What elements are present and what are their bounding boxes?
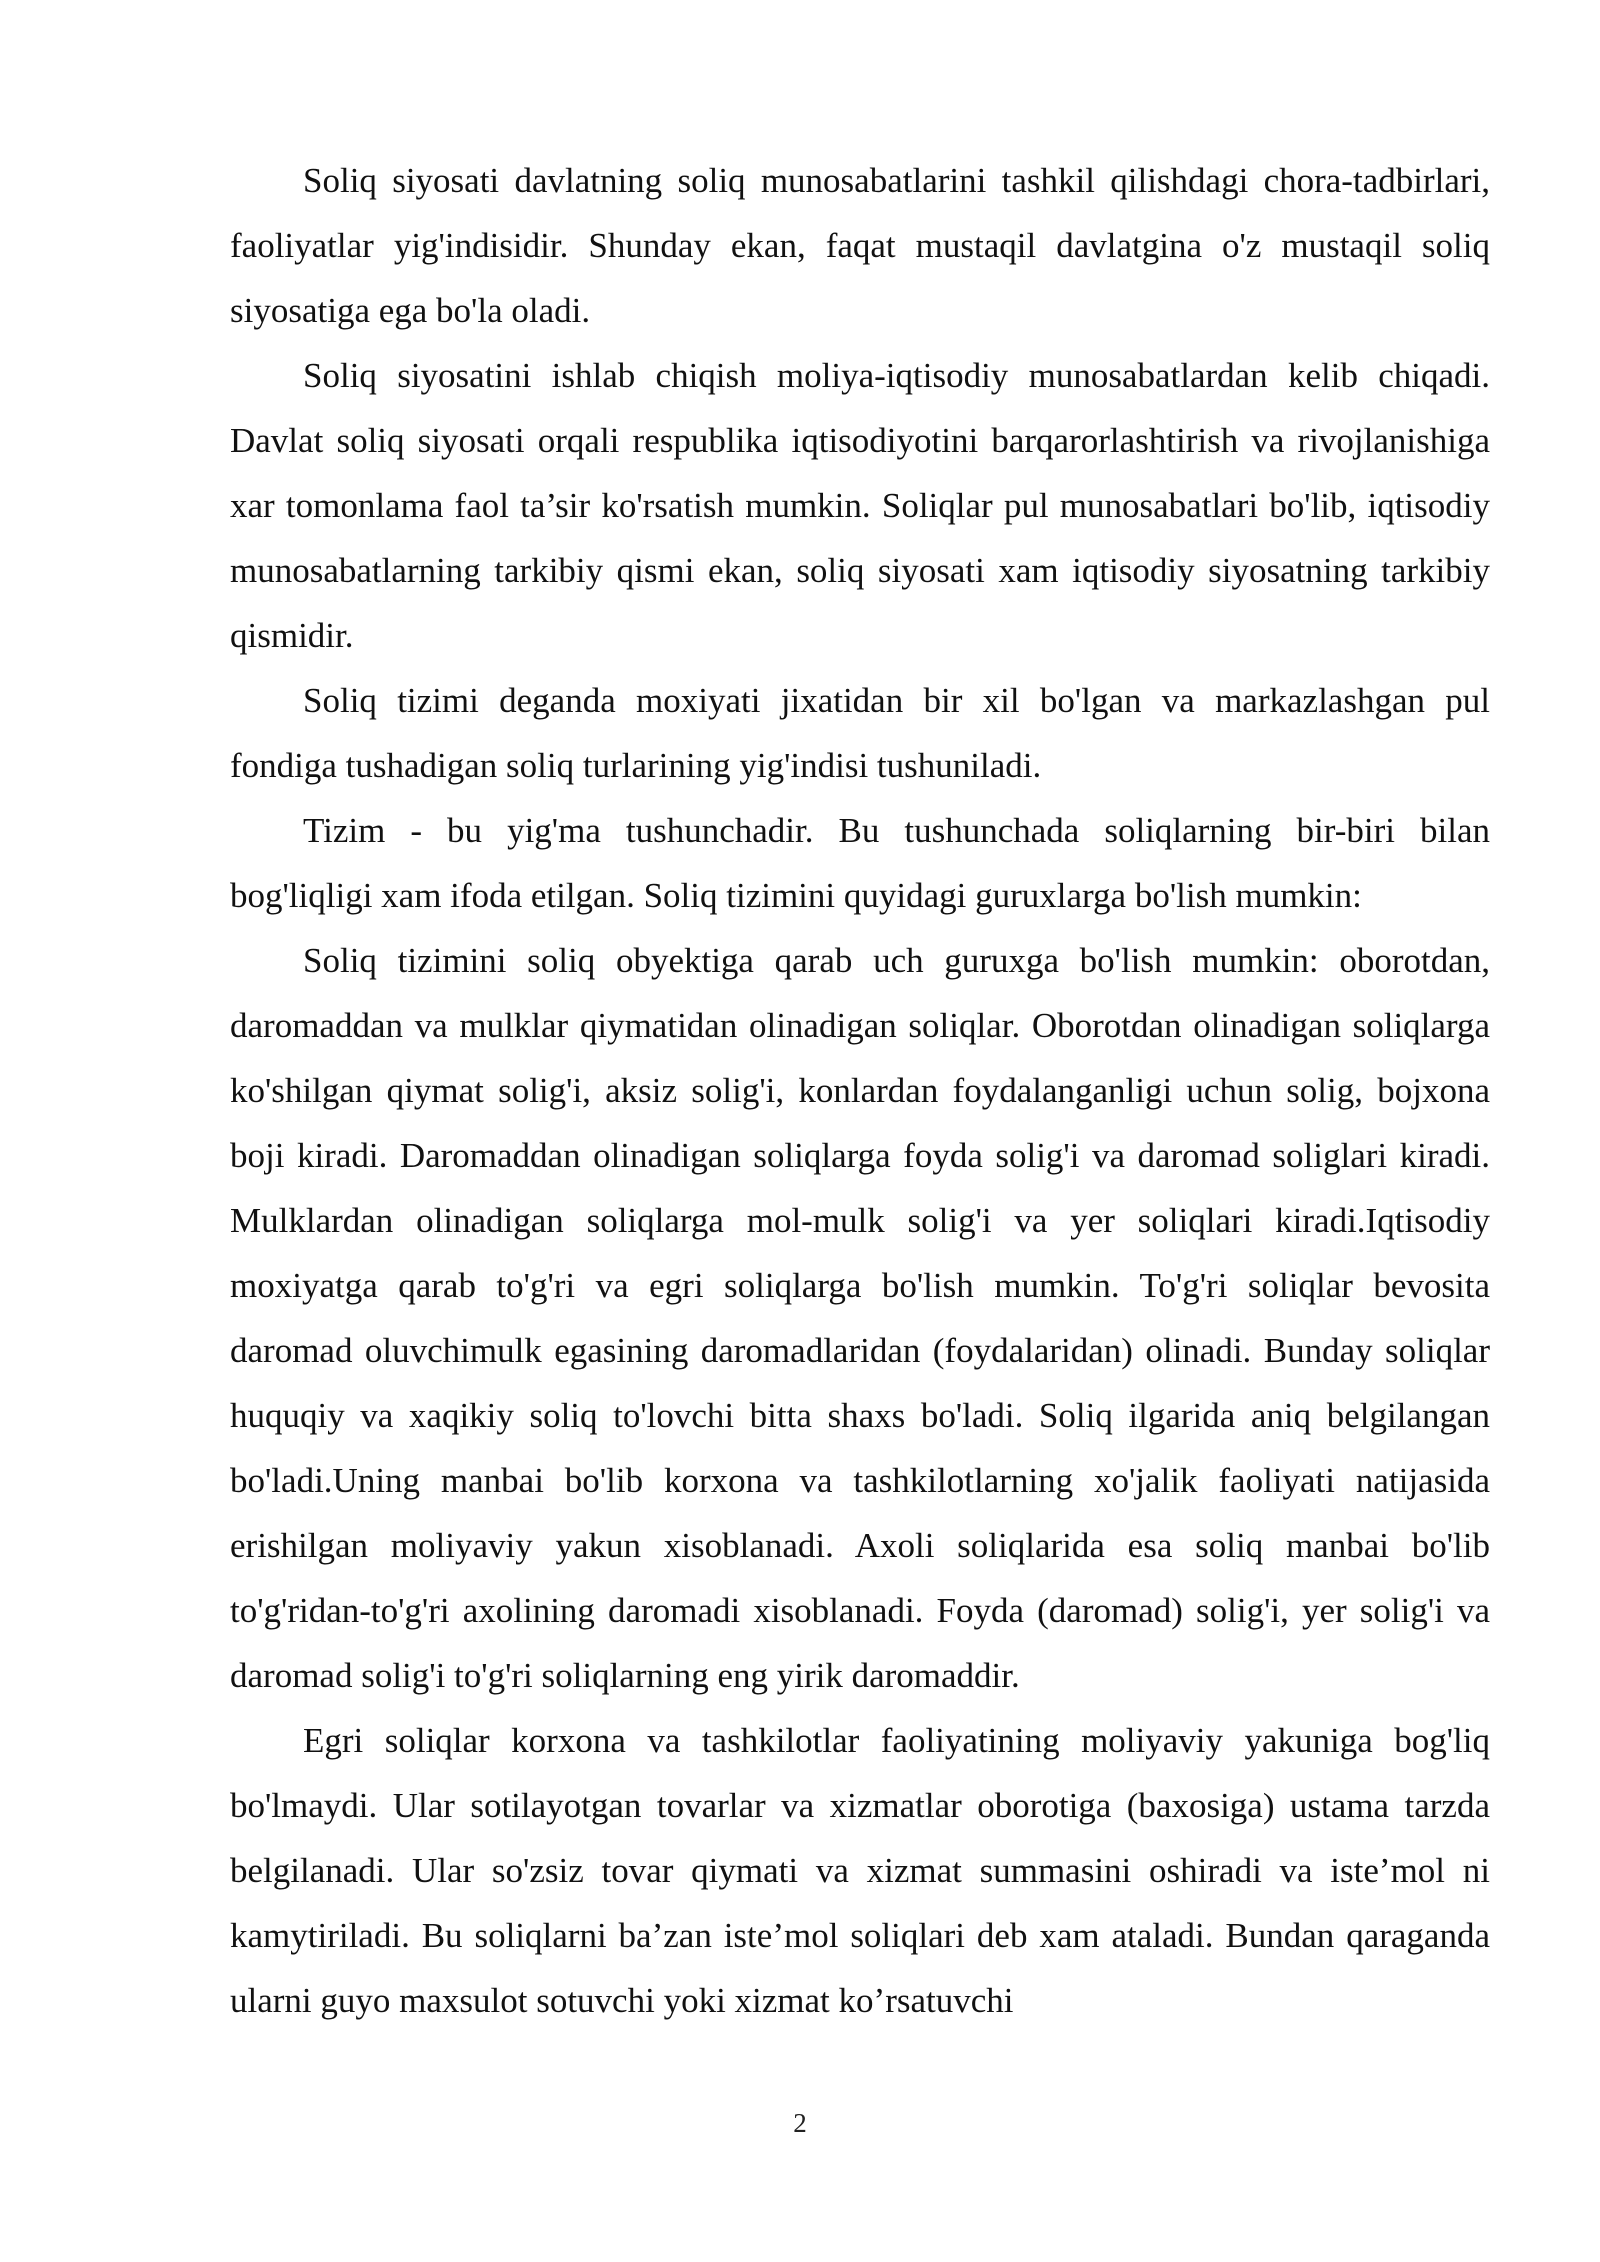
paragraph-egri-soliqlar: Egri soliqlar korxona va tashkilotlar faoliyatining moliyaviy yakuniga bog'liq bo'lmaydi. Ular sotilayotgan tovarlar va xizmatlar oborotiga (baxosiga) ustama tarzda belgilanadi. Ular so'zsiz tovar qiymati va xizmat summasini oshiradi va iste’mol ni kamytiriladi. Bu soliqlarni ba’zan iste’mol soliqlari deb xam ataladi. Bundan qaraganda ularni guyo maxsulot sotuvchi yoki xizmat ko’rsatuvchi <box>230 1721 1490 2020</box>
paragraph-tizim: Tizim - bu yig'ma tushunchadir. Bu tushunchada soliqlarning bir-biri bilan bog'liqligi xam ifoda etilgan. Soliq tizimini quyidagi guruxlarga bo'lish mumkin: <box>230 811 1490 915</box>
paragraph-soliq-siyosati: Soliq siyosati davlatning soliq munosabatlarini tashkil qilishdagi chora-tadbirlari, faoliyatlar yig'indisidir. Shunday ekan, faqat mustaqil davlatgina o'z mustaqil soliq siyosatiga ega bo'la oladi. <box>230 161 1490 330</box>
paragraph-soliq-siyosatini-ishlab-chiqish: Soliq siyosatini ishlab chiqish moliya-iqtisodiy munosabatlardan kelib chiqadi. Davlat soliq siyosati orqali respublika iqtisodiyotini barqarorlashtirish va rivojlanishiga xar tomonlama faol ta’sir ko'rsatish mumkin. Soliqlar pul munosabatlari bo'lib, iqtisodiy munosabatlarning tarkibiy qismi ekan, soliq siyosati xam iqtisodiy siyosatning tarkibiy qismidir. <box>230 356 1490 655</box>
paragraph-soliq-tizimi: Soliq tizimi deganda moxiyati jixatidan bir xil bo'lgan va markazlashgan pul fondiga tushadigan soliq turlarining yig'indisi tushuniladi. <box>230 681 1490 785</box>
document-body <box>230 148 1490 2033</box>
page-number: 2 <box>793 2108 807 2138</box>
paragraph-soliq-obyektiga-qarab: Soliq tizimini soliq obyektiga qarab uch guruxga bo'lish mumkin: oborotdan, daromaddan va mulklar qiymatidan olinadigan soliqlar. Oborotdan olinadigan soliqlarga ko'shilgan qiymat solig'i, aksiz solig'i, konlardan foydalanganligi uchun solig, bojxona boji kiradi. Daromaddan olinadigan soliqlarga foyda solig'i va daromad soliglari kiradi. Mulklardan olinadigan soliqlarga mol-mulk solig'i va yer soliqlari kiradi.Iqtisodiy moxiyatga qarab to'g'ri va egri soliqlarga bo'lish mumkin. To'g'ri soliqlar bevosita daromad oluvchimulk egasining daromadlaridan (foydalaridan) olinadi. Bunday soliqlar huquqiy va xaqikiy soliq to'lovchi bitta shaxs bo'ladi. Soliq ilgarida aniq belgilangan bo'ladi.Uning manbai bo'lib korxona va tashkilotlarning xo'jalik faoliyati natijasida erishilgan moliyaviy yakun xisoblanadi. Axoli soliqlarida esa soliq manbai bo'lib to'g'ridan-to'g'ri axolining daromadi xisoblanadi. Foyda (daromad) solig'i, yer solig'i va daromad solig'i to'g'ri soliqlarning eng yirik daromaddir. <box>230 941 1490 1695</box>
